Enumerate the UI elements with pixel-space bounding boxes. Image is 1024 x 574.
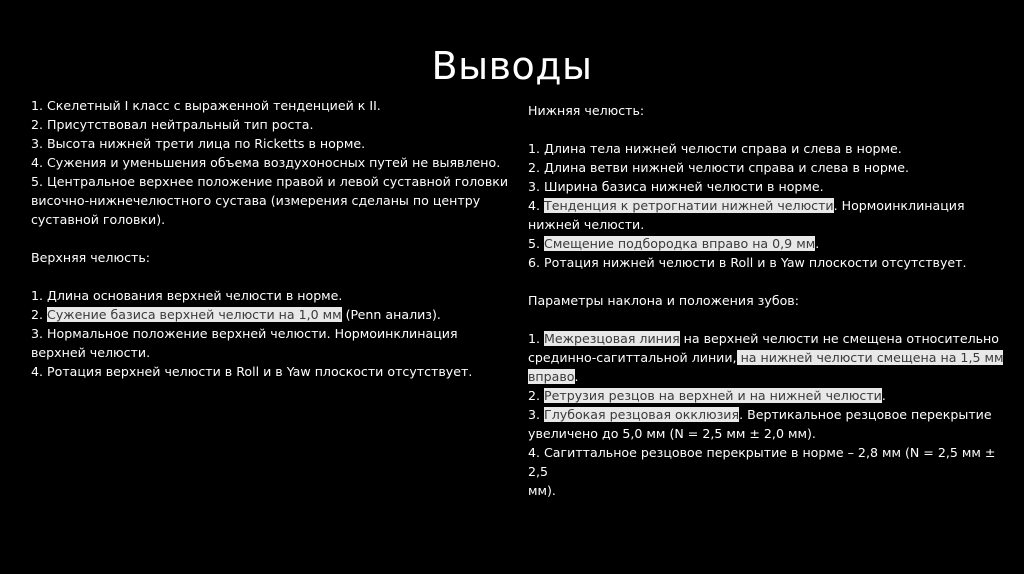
teeth-item-1-line-2 [528,348,1018,367]
highlighted-finding: Тенденция к ретрогнатии нижней челюсти [544,198,834,213]
lower-jaw-item-1: 1. Длина тела нижней челюсти справа и слева в норме. [528,141,902,156]
teeth-item-3-line-2: увеличено до 5,0 мм (N = 2,5 мм ± 2,0 мм). [528,426,816,441]
conclusion-item-5-line-3: суставной головки). [31,212,166,227]
conclusion-item-5-line-1: 5. Центральное верхнее положение правой и левой суставной головки [31,174,509,189]
teeth-item-4-line-1: 4. Сагиттальное резцовое перекрытие в норме – 2,8 мм (N = 2,5 мм ± [528,445,996,460]
lower-jaw-item-4-line-2: нижней челюсти. [528,217,645,232]
item-number: 3. [528,407,545,422]
highlighted-finding: Смещение подбородка вправо на 0,9 мм [544,236,816,251]
lower-jaw-item-2: 2. Длина ветви нижней челюсти справа и слева в норме. [528,160,910,175]
conclusion-item-3: 3. Высота нижней трети лица по Ricketts в норме. [31,136,366,151]
upper-jaw-item-2 [31,305,521,324]
upper-jaw-item-1: 1. Длина основания верхней челюсти в норме. [31,288,343,303]
teeth-item-4-line-3: мм). [528,483,556,498]
teeth-heading: Параметры наклона и положения зубов: [528,293,799,308]
item-text: срединно-сагиттальной линии, [528,350,737,365]
left-column [31,96,521,381]
conclusion-item-1: 1. Скелетный I класс с выраженной тенденцией к II. [31,98,381,113]
item-text: . Вертикальное резцовое перекрытие [739,407,992,422]
item-text: . [881,388,886,403]
teeth-item-3 [528,405,1018,424]
teeth-item-4-line-2: 2,5 [528,464,549,479]
lower-jaw-item-3: 3. Ширина базиса нижней челюсти в норме. [528,179,824,194]
upper-jaw-item-3-line-1: 3. Нормальное положение верхней челюсти. Нормоинклинация [31,326,458,341]
slide-title: Выводы [431,44,593,88]
right-column [528,101,1018,500]
item-text: . [815,236,820,251]
spacer [528,120,1018,139]
item-number: 2. [528,388,545,403]
teeth-item-1-line-3 [528,367,1018,386]
lower-jaw-heading: Нижняя челюсть: [528,103,645,118]
lower-jaw-item-5 [528,234,1018,253]
spacer [31,229,521,248]
spacer [528,272,1018,291]
highlighted-finding: Ретрузия резцов на верхней и на нижней челюсти [544,388,882,403]
item-text: . [574,369,579,384]
spacer [31,267,521,286]
spacer [528,310,1018,329]
item-text: (Penn анализ). [341,307,441,322]
item-number: 5. [528,236,545,251]
conclusion-item-4: 4. Сужения и уменьшения объема воздухоносных путей не выявлено. [31,155,501,170]
teeth-item-1 [528,329,1018,348]
upper-jaw-heading: Верхняя челюсть: [31,250,150,265]
item-text: на верхней челюсти не смещена относительно [679,331,999,346]
highlighted-finding: Глубокая резцовая окклюзия [544,407,740,422]
item-number: 2. [31,307,48,322]
upper-jaw-item-3-line-2: верхней челюсти. [31,345,151,360]
conclusion-item-2: 2. Присутствовал нейтральный тип роста. [31,117,314,132]
highlighted-finding: вправо [528,369,575,384]
upper-jaw-item-4: 4. Ротация верхней челюсти в Roll и в Yaw плоскости отсутствует. [31,364,473,379]
lower-jaw-item-4 [528,196,1018,215]
highlighted-finding: на нижней челюсти смещена на 1,5 мм [736,350,1004,365]
lower-jaw-item-6: 6. Ротация нижней челюсти в Roll и в Yaw плоскости отсутствует. [528,255,967,270]
item-text: . Нормоинклинация [833,198,965,213]
highlighted-finding: Межрезцовая линия [544,331,680,346]
conclusion-item-5-line-2: височно-нижнечелюстного сустава (измерения сделаны по центру [31,193,481,208]
teeth-item-2 [528,386,1018,405]
item-number: 1. [528,331,545,346]
highlighted-finding: Сужение базиса верхней челюсти на 1,0 мм [47,307,342,322]
item-number: 4. [528,198,545,213]
